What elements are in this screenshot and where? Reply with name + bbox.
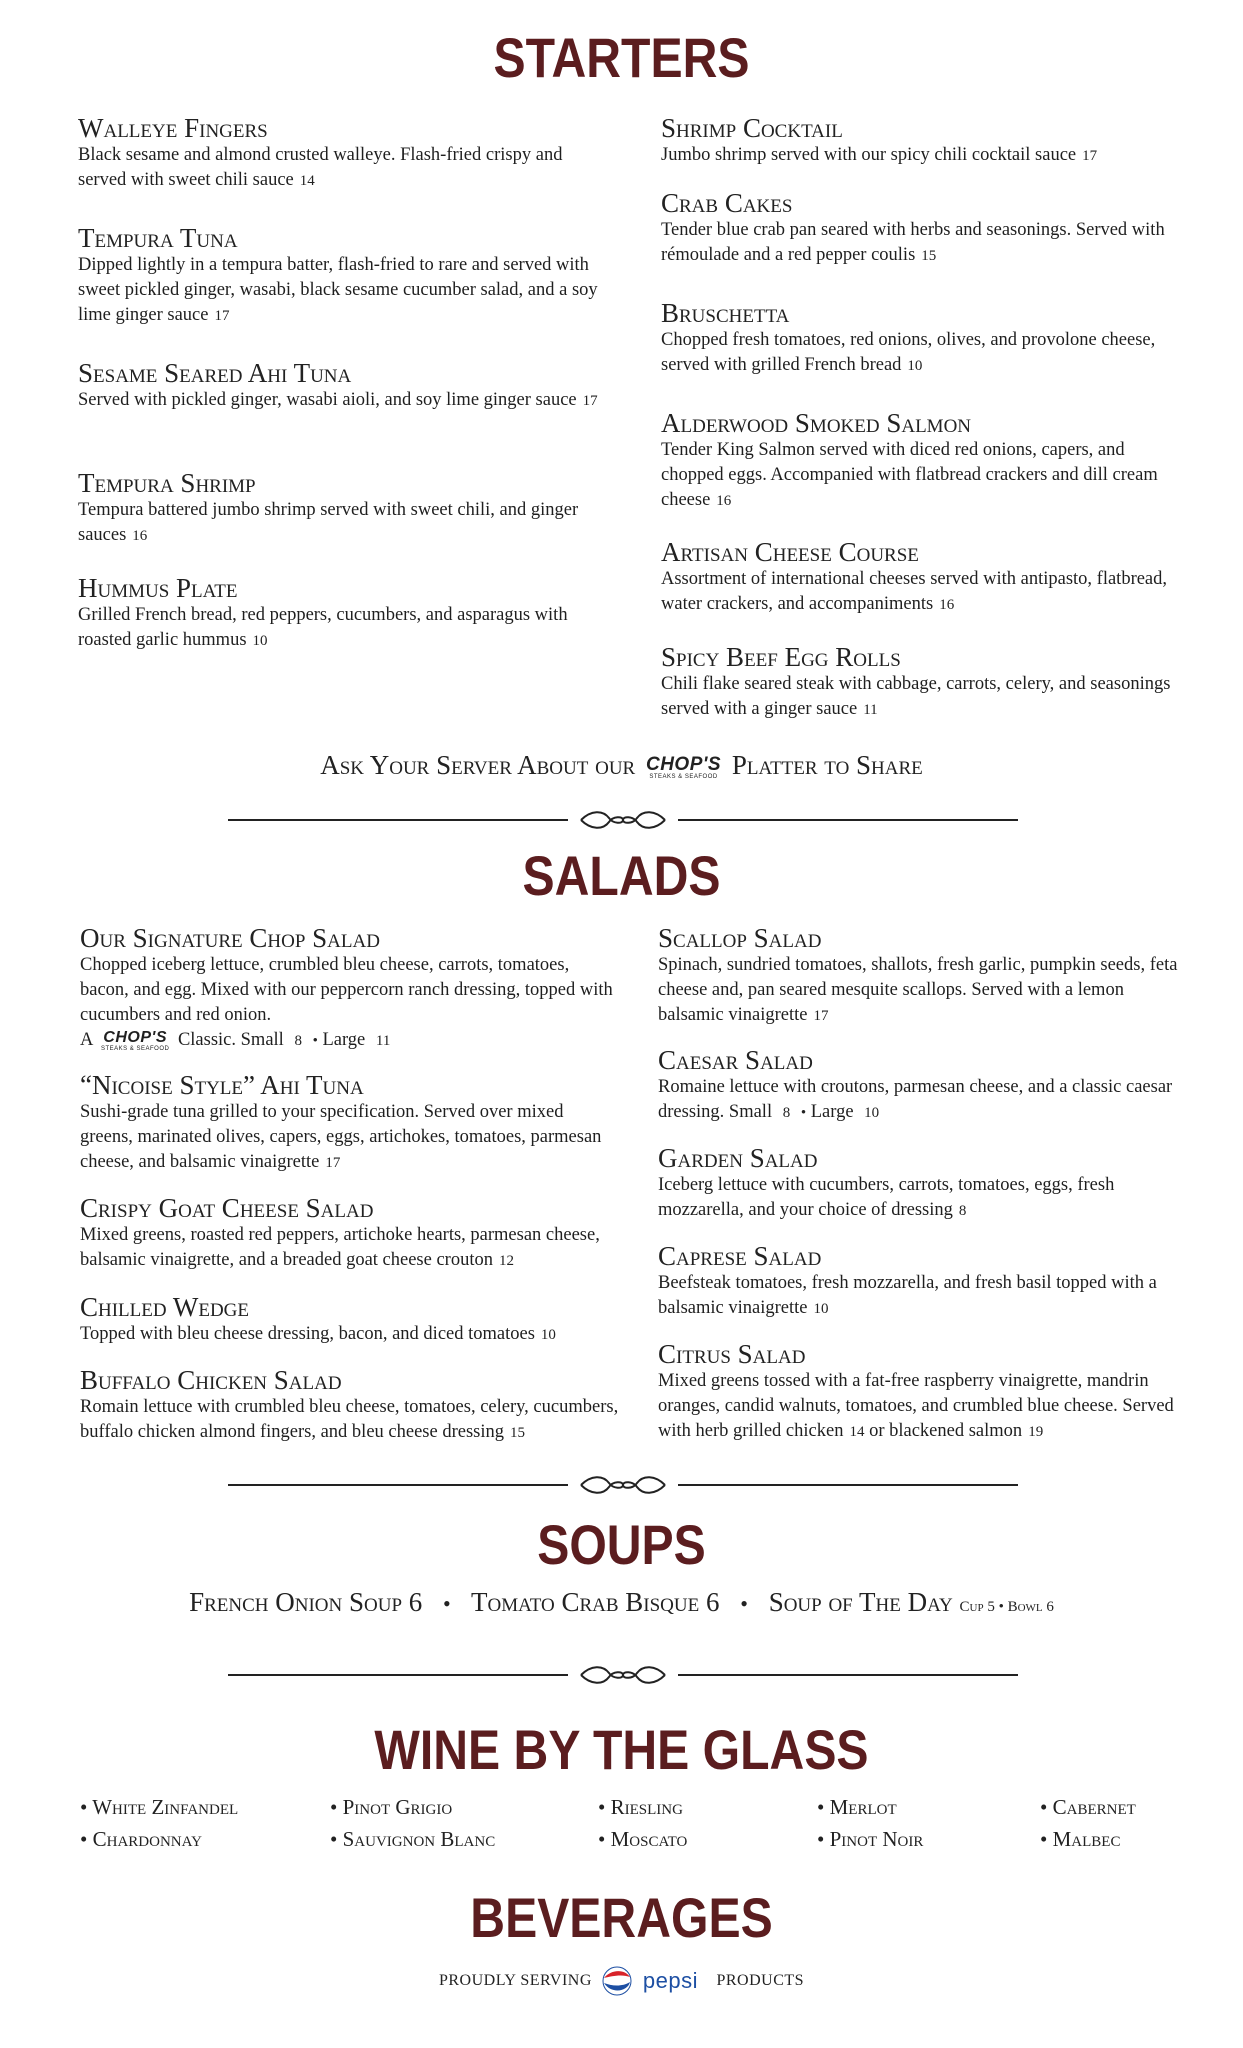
chops-logo xyxy=(101,1030,169,1052)
item-description: Dipped lightly in a tempura batter, flash-fried to rare and served with sweet pickled ginger, wasabi, black sesame cucumber salad, and a soy lime ginger sauce xyxy=(78,255,598,325)
soups-list xyxy=(0,1587,1243,1618)
wine-column xyxy=(80,1791,238,1855)
item-description: Spinach, sundried tomatoes, shallots, fresh garlic, pumpkin seeds, feta cheese and, pan seared mesquite scallops. Served with a lemon balsamic vinaigrette xyxy=(658,955,1178,1025)
wine-name: Pinot Noir xyxy=(829,1827,924,1851)
brand-name: CHOP'S xyxy=(103,1028,167,1046)
wine-item: • Riesling xyxy=(598,1795,683,1819)
soup-detail: Cup 5 • Bowl 6 xyxy=(959,1599,1054,1615)
item-price-small: 8 xyxy=(294,1033,302,1049)
menu-item xyxy=(80,923,620,1054)
item-description: Tempura battered jumbo shrimp served with sweet chili, and ginger sauces xyxy=(78,500,579,545)
wine-name: Pinot Grigio xyxy=(342,1795,453,1819)
item-name: “Nicoise Style” Ahi Tuna xyxy=(80,1070,364,1100)
platter-note xyxy=(0,750,1243,781)
item-price: 17 xyxy=(214,308,230,324)
item-price: 16 xyxy=(716,493,732,509)
soups-heading: SOUPS xyxy=(537,1513,706,1576)
item-name: Tempura Tuna xyxy=(78,223,238,253)
item-description: Tender King Salmon served with diced red onions, capers, and chopped eggs. Accompanied with flatbread crackers and dill cream cheese xyxy=(661,440,1158,510)
item-description: Black sesame and almond crusted walleye. Flash-fried crispy and served with sweet chili sauce xyxy=(78,145,563,190)
item-price: 11 xyxy=(863,702,878,718)
item-name: Walleye Fingers xyxy=(78,113,268,143)
soup-item xyxy=(769,1587,1054,1617)
item-price: 16 xyxy=(132,528,148,544)
wine-column xyxy=(330,1791,495,1855)
menu-item xyxy=(661,113,1181,169)
soup-price: 6 xyxy=(705,1587,720,1617)
item-price: 10 xyxy=(813,1301,829,1317)
soup-name: French Onion Soup xyxy=(189,1587,403,1617)
item-price: 15 xyxy=(510,1425,525,1441)
item-price: 17 xyxy=(813,1008,829,1024)
soup-item xyxy=(471,1587,719,1617)
menu-item xyxy=(658,1045,1183,1126)
wine-name: Malbec xyxy=(1052,1827,1121,1851)
menu-item xyxy=(78,468,598,549)
item-name: Alderwood Smoked Salmon xyxy=(661,408,972,438)
item-description: Assortment of international cheeses served with antipasto, flatbread, water crackers, and accompaniments xyxy=(661,569,1168,614)
item-price: 12 xyxy=(498,1253,514,1269)
item-price: 10 xyxy=(540,1327,556,1343)
item-price: 16 xyxy=(939,597,955,613)
item-name: Crab Cakes xyxy=(661,188,793,218)
wine-name: Riesling xyxy=(610,1795,683,1819)
item-description: Mixed greens, roasted red peppers, artichoke hearts, parmesan cheese, balsamic vinaigrette, and a breaded goat cheese crouton xyxy=(80,1225,600,1270)
menu-item xyxy=(658,1143,1183,1224)
soup-name: Tomato Crab Bisque xyxy=(471,1587,700,1617)
item-price: 14 xyxy=(299,173,315,189)
item-price-large: 11 xyxy=(375,1033,391,1049)
item-price: 17 xyxy=(582,393,598,409)
menu-item xyxy=(658,923,1183,1029)
section-divider xyxy=(228,1473,1018,1497)
menu-item xyxy=(80,1292,620,1348)
or-text: or xyxy=(869,1421,885,1441)
soup-price: 6 xyxy=(408,1587,423,1617)
wine-heading: WINE BY THE GLASS xyxy=(374,1718,869,1781)
item-name: Spicy Beef Egg Rolls xyxy=(661,642,901,672)
menu-item xyxy=(658,1339,1183,1445)
section-divider xyxy=(228,808,1018,832)
item-name: Scallop Salad xyxy=(658,923,822,953)
item-price: 8 xyxy=(958,1203,967,1219)
item-description: Iceberg lettuce with cucumbers, carrots, tomatoes, eggs, fresh mozzarella, and your choice of dressing xyxy=(658,1175,1115,1220)
pepsi-wordmark: pepsi xyxy=(642,1968,698,1993)
note-text-before: Ask Your Server About our xyxy=(320,750,636,780)
brand-sub: STEAKS & SEAFOOD xyxy=(649,774,718,781)
wine-item: • Chardonnay xyxy=(80,1827,202,1851)
wine-name: Moscato xyxy=(610,1827,688,1851)
item-name: Tempura Shrimp xyxy=(78,468,256,498)
item-price-alt: 19 xyxy=(1028,1424,1044,1440)
menu-item xyxy=(661,188,1181,269)
starters-heading: STARTERS xyxy=(493,26,750,89)
wine-name: Sauvignon Blanc xyxy=(342,1827,496,1851)
item-description: Grilled French bread, red peppers, cucumbers, and asparagus with roasted garlic hummus xyxy=(78,605,568,650)
item-price: 14 xyxy=(849,1424,865,1440)
item-description: Romaine lettuce with croutons, parmesan cheese, and a classic caesar dressing. Small xyxy=(658,1077,1173,1122)
wine-name: Cabernet xyxy=(1052,1795,1136,1819)
large-label: Large xyxy=(322,1030,366,1050)
item-description: Tender blue crab pan seared with herbs and seasonings. Served with rémoulade and a red pepper coulis xyxy=(661,220,1165,265)
item-description: Sushi-grade tuna grilled to your specification. Served over mixed greens, marinated olives, capers, eggs, artichokes, tomatoes, parmesan cheese, and balsamic vinaigrette xyxy=(80,1102,602,1172)
item-name: Garden Salad xyxy=(658,1143,818,1173)
wine-item: • Pinot Grigio xyxy=(330,1795,453,1819)
wine-item: • Merlot xyxy=(817,1795,897,1819)
wine-column xyxy=(1040,1791,1136,1855)
price-separator: • xyxy=(800,1105,807,1121)
menu-item xyxy=(80,1365,620,1446)
item-name: Citrus Salad xyxy=(658,1339,806,1369)
item-description: Chili flake seared steak with cabbage, carrots, celery, and seasonings served with a ginger sauce xyxy=(661,674,1171,719)
item-price: 15 xyxy=(921,248,937,264)
item-description: Romain lettuce with crumbled bleu cheese, tomatoes, celery, cucumbers, buffalo chicken almond fingers, and bleu cheese dressing xyxy=(80,1397,619,1442)
soup-separator: • xyxy=(443,1591,451,1616)
menu-item xyxy=(661,537,1181,618)
brand-sub: STEAKS & SEAFOOD xyxy=(100,1045,170,1052)
pepsi-globe-icon xyxy=(602,1966,632,1996)
wine-item: • Moscato xyxy=(598,1827,688,1851)
wine-item: • Sauvignon Blanc xyxy=(330,1827,496,1851)
flourish-ornament xyxy=(577,1663,669,1687)
wine-name: Merlot xyxy=(829,1795,897,1819)
wine-column xyxy=(598,1791,687,1855)
menu-item xyxy=(78,113,598,194)
menu-item xyxy=(80,1193,620,1274)
beverages-heading: BEVERAGES xyxy=(470,1886,773,1949)
soup-name: Soup of The Day xyxy=(768,1587,953,1617)
wine-item: • Pinot Noir xyxy=(817,1827,924,1851)
item-price: 17 xyxy=(1082,148,1098,164)
item-name: Caprese Salad xyxy=(658,1241,822,1271)
menu-item xyxy=(661,298,1181,379)
wine-column xyxy=(817,1791,923,1855)
note-text-after: Platter to Share xyxy=(731,750,923,780)
menu-item xyxy=(78,223,598,329)
item-description: Chopped iceberg lettuce, crumbled bleu cheese, carrots, tomatoes, bacon, and egg. Mixed with our peppercorn ranch dressing, topped with cucumbers and red onion. xyxy=(80,955,613,1025)
salads-heading: SALADS xyxy=(522,844,721,907)
classic-prefix: A xyxy=(80,1030,93,1050)
item-description: Served with pickled ginger, wasabi aioli, and soy lime ginger sauce xyxy=(78,390,577,410)
menu-item xyxy=(78,358,598,414)
item-description: Beefsteak tomatoes, fresh mozzarella, and fresh basil topped with a balsamic vinaigrette xyxy=(658,1273,1157,1318)
classic-suffix: Classic. Small xyxy=(177,1030,284,1050)
item-price: 17 xyxy=(325,1155,341,1171)
menu-item xyxy=(80,1070,620,1176)
chops-logo xyxy=(646,755,721,780)
flourish-ornament xyxy=(577,1473,669,1497)
wine-item: • White Zinfandel xyxy=(80,1795,239,1819)
soup-item xyxy=(189,1587,422,1617)
brand-name: CHOP'S xyxy=(645,754,722,776)
beverages-pre-text: PROUDLY SERVING xyxy=(438,1972,592,1989)
flourish-ornament xyxy=(577,808,669,832)
item-description: Chopped fresh tomatoes, red onions, olives, and provolone cheese, served with grilled French bread xyxy=(661,330,1156,375)
item-name: Bruschetta xyxy=(661,298,790,328)
large-label: Large xyxy=(810,1102,854,1122)
item-name: Sesame Seared Ahi Tuna xyxy=(78,358,352,388)
price-separator: • xyxy=(312,1033,318,1049)
item-name: Artisan Cheese Course xyxy=(661,537,919,567)
menu-item xyxy=(661,408,1181,514)
beverages-post-text: PRODUCTS xyxy=(716,1972,805,1989)
item-price: 10 xyxy=(252,633,268,649)
item-price-large: 10 xyxy=(864,1105,880,1121)
item-description-alt: blackened salmon xyxy=(889,1421,1023,1441)
wine-name: White Zinfandel xyxy=(92,1795,239,1819)
menu-item xyxy=(78,573,598,654)
item-price-small: 8 xyxy=(782,1105,791,1121)
wine-name: Chardonnay xyxy=(92,1827,202,1851)
wine-item: • Cabernet xyxy=(1040,1795,1136,1819)
item-description: Mixed greens tossed with a fat-free raspberry vinaigrette, mandrin oranges, candid walnuts, tomatoes, and crumbled blue cheese. Served with herb grilled chicken xyxy=(658,1371,1174,1441)
item-name: Chilled Wedge xyxy=(80,1292,249,1322)
beverages-line xyxy=(0,1966,1243,1996)
item-price: 10 xyxy=(907,358,923,374)
item-description: Jumbo shrimp served with our spicy chili cocktail sauce xyxy=(661,145,1077,165)
item-name: Buffalo Chicken Salad xyxy=(80,1365,342,1395)
item-description: Topped with bleu cheese dressing, bacon, and diced tomatoes xyxy=(80,1324,535,1344)
soup-separator: • xyxy=(740,1591,748,1616)
section-divider xyxy=(228,1663,1018,1687)
menu-item xyxy=(658,1241,1183,1322)
item-name: Crispy Goat Cheese Salad xyxy=(80,1193,374,1223)
item-name: Shrimp Cocktail xyxy=(661,113,843,143)
wine-item: • Malbec xyxy=(1040,1827,1121,1851)
item-name: Caesar Salad xyxy=(658,1045,813,1075)
item-name: Our Signature Chop Salad xyxy=(80,923,380,953)
item-name: Hummus Plate xyxy=(78,573,238,603)
menu-item xyxy=(661,642,1181,723)
